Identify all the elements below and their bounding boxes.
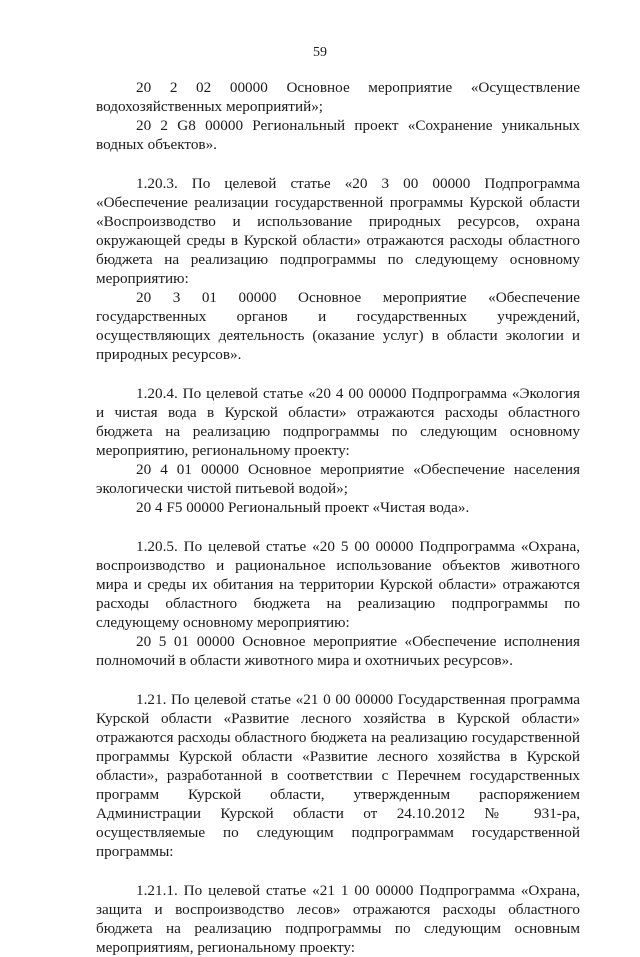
paragraph-measure-20-3-01: 20 3 01 00000 Основное мероприятие «Обеспечение государственных органов и государственных учреждений, осуществляющих деятельность (оказание услуг) в области экологии и природных ресурсов». (96, 289, 580, 363)
paragraph-measure-20-4-01: 20 4 01 00000 Основное мероприятие «Обеспечение населения экологически чистой питьевой водой»; (96, 461, 580, 497)
paragraph-project-20-4-f5: 20 4 F5 00000 Региональный проект «Чистая вода». (136, 499, 470, 516)
paragraph-section-1-21: 1.21. По целевой статье «21 0 00 00000 Государственная программа Курской области «Развитие лесного хозяйства в Курской области» отражаются расходы областного бюджета на реализацию государственной программы Курской области «Развитие лесного хозяйства в Курской области», разработанной в соответствии с Перечнем государственных программ Курской области, утвержденным распоряжением Администрации Курской области от 24.10.2012 № 931-ра, осуществляемые по следующим подпрограммам государственной программы: (96, 691, 580, 860)
paragraph-section-1-20-4: 1.20.4. По целевой статье «20 4 00 00000 Подпрограмма «Экология и чистая вода в Курской области» отражаются расходы областного бюджета на реализацию подпрограммы по следующим основному мероприятию, региональному проекту: (96, 385, 580, 459)
document-body (96, 78, 580, 957)
paragraph-measure-20-5-01: 20 5 01 00000 Основное мероприятие «Обеспечение исполнения полномочий в области животного мира и охотничьих ресурсов». (96, 633, 580, 669)
paragraph-section-1-20-5: 1.20.5. По целевой статье «20 5 00 00000 Подпрограмма «Охрана, воспроизводство и рациональное использование объектов животного мира и среды их обитания на территории Курской области» отражаются расходы областного бюджета на реализацию подпрограммы по следующему основному мероприятию: (96, 538, 580, 631)
paragraph-section-1-20-3: 1.20.3. По целевой статье «20 3 00 00000 Подпрограмма «Обеспечение реализации государственной программы Курской области «Воспроизводство и использование природных ресурсов, охрана окружающей среды в Курской области» отражаются расходы областного бюджета на реализацию подпрограммы по следующему основному мероприятию: (96, 175, 580, 287)
paragraph-measure-20-2-02: 20 2 02 00000 Основное мероприятие «Осуществление водохозяйственных мероприятий»; (96, 79, 580, 115)
page-number: 59 (313, 45, 327, 60)
paragraph-section-1-21-1: 1.21.1. По целевой статье «21 1 00 00000 Подпрограмма «Охрана, защита и воспроизводство лесов» отражаются расходы областного бюджета на реализацию подпрограммы по следующим основным мероприятиям, региональному проекту: (96, 882, 580, 956)
paragraph-project-20-2-g8: 20 2 G8 00000 Региональный проект «Сохранение уникальных водных объектов». (96, 117, 580, 153)
